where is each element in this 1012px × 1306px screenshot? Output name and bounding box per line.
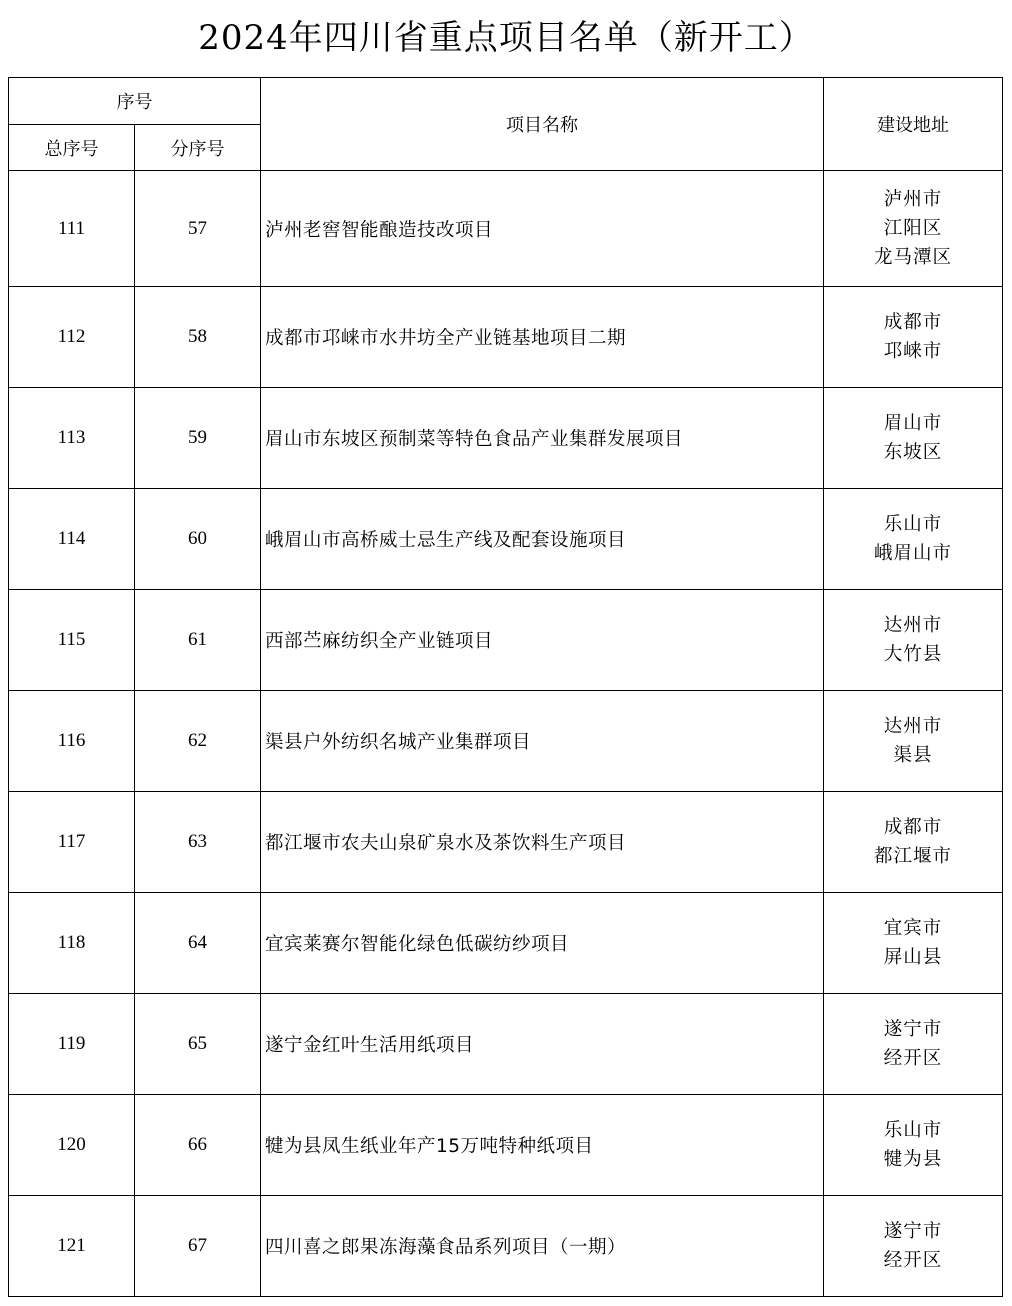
page-title: 2024年四川省重点项目名单（新开工） [198, 18, 814, 58]
total-serial-cell: 115 [9, 590, 135, 691]
total-serial-cell: 120 [9, 1095, 135, 1196]
sub-serial-cell: 63 [135, 792, 261, 893]
address-line: 遂宁市 [883, 1019, 943, 1040]
project-name-cell: 泸州老窖智能酿造技改项目 [261, 171, 824, 287]
address-line: 大竹县 [883, 644, 943, 665]
total-serial-cell: 114 [9, 489, 135, 590]
address-line: 乐山市 [883, 514, 943, 535]
address-cell [824, 388, 1003, 489]
sub-serial-cell: 57 [135, 171, 261, 287]
address-line: 东坡区 [883, 442, 943, 463]
table-row [9, 691, 1003, 792]
table-row [9, 792, 1003, 893]
address-cell [824, 994, 1003, 1095]
address-line: 达州市 [883, 615, 943, 636]
address-cell [824, 590, 1003, 691]
address-cell [824, 893, 1003, 994]
address-line: 乐山市 [883, 1120, 943, 1141]
address-line: 都江堰市 [873, 846, 952, 867]
address-cell [824, 1196, 1003, 1297]
address-cell [824, 691, 1003, 792]
address-line: 泸州市 [883, 189, 943, 210]
table-row [9, 287, 1003, 388]
total-serial-cell: 121 [9, 1196, 135, 1297]
table-body [9, 171, 1003, 1297]
total-serial-cell: 119 [9, 994, 135, 1095]
project-name-cell: 成都市邛崃市水井坊全产业链基地项目二期 [261, 287, 824, 388]
table-row [9, 388, 1003, 489]
total-serial-cell: 112 [9, 287, 135, 388]
sub-serial-cell: 65 [135, 994, 261, 1095]
table-row [9, 489, 1003, 590]
total-serial-cell: 113 [9, 388, 135, 489]
sub-serial-cell: 58 [135, 287, 261, 388]
project-name-cell: 宜宾莱赛尔智能化绿色低碳纺纱项目 [261, 893, 824, 994]
header-project-name: 项目名称 [261, 78, 824, 171]
header-address: 建设地址 [824, 78, 1003, 171]
header-sub-serial: 分序号 [135, 125, 261, 171]
project-name-cell: 峨眉山市高桥威士忌生产线及配套设施项目 [261, 489, 824, 590]
project-name-cell: 都江堰市农夫山泉矿泉水及茶饮料生产项目 [261, 792, 824, 893]
address-line: 渠县 [893, 745, 933, 766]
address-line: 峨眉山市 [873, 543, 952, 564]
address-line: 经开区 [883, 1250, 943, 1271]
address-cell [824, 287, 1003, 388]
table-row [9, 1196, 1003, 1297]
sub-serial-cell: 64 [135, 893, 261, 994]
sub-serial-cell: 60 [135, 489, 261, 590]
table-row [9, 590, 1003, 691]
project-name-cell: 西部苎麻纺织全产业链项目 [261, 590, 824, 691]
table-row [9, 1095, 1003, 1196]
address-line: 宜宾市 [883, 918, 943, 939]
project-name-cell: 遂宁金红叶生活用纸项目 [261, 994, 824, 1095]
address-line: 成都市 [883, 817, 943, 838]
project-name-cell: 四川喜之郎果冻海藻食品系列项目（一期） [261, 1196, 824, 1297]
sub-serial-cell: 59 [135, 388, 261, 489]
address-line: 遂宁市 [883, 1221, 943, 1242]
address-line: 成都市 [883, 312, 943, 333]
sub-serial-cell: 61 [135, 590, 261, 691]
header-serial-group: 序号 [9, 78, 261, 125]
sub-serial-cell: 66 [135, 1095, 261, 1196]
address-line: 龙马潭区 [873, 247, 952, 268]
address-line: 江阳区 [883, 218, 943, 239]
address-line: 屏山县 [883, 947, 943, 968]
header-total-serial: 总序号 [9, 125, 135, 171]
project-name-cell: 渠县户外纺织名城产业集群项目 [261, 691, 824, 792]
address-line: 达州市 [883, 716, 943, 737]
address-line: 经开区 [883, 1048, 943, 1069]
address-line: 犍为县 [883, 1149, 943, 1170]
address-cell [824, 792, 1003, 893]
table-row [9, 171, 1003, 287]
total-serial-cell: 118 [9, 893, 135, 994]
address-cell [824, 489, 1003, 590]
table-row [9, 994, 1003, 1095]
address-cell [824, 171, 1003, 287]
sub-serial-cell: 67 [135, 1196, 261, 1297]
total-serial-cell: 117 [9, 792, 135, 893]
table-row [9, 893, 1003, 994]
project-name-cell: 眉山市东坡区预制菜等特色食品产业集群发展项目 [261, 388, 824, 489]
address-line: 邛崃市 [883, 341, 943, 362]
address-cell [824, 1095, 1003, 1196]
total-serial-cell: 111 [9, 171, 135, 287]
project-name-cell: 犍为县凤生纸业年产15万吨特种纸项目 [261, 1095, 824, 1196]
project-table [8, 77, 1003, 1297]
address-line: 眉山市 [883, 413, 943, 434]
sub-serial-cell: 62 [135, 691, 261, 792]
total-serial-cell: 116 [9, 691, 135, 792]
